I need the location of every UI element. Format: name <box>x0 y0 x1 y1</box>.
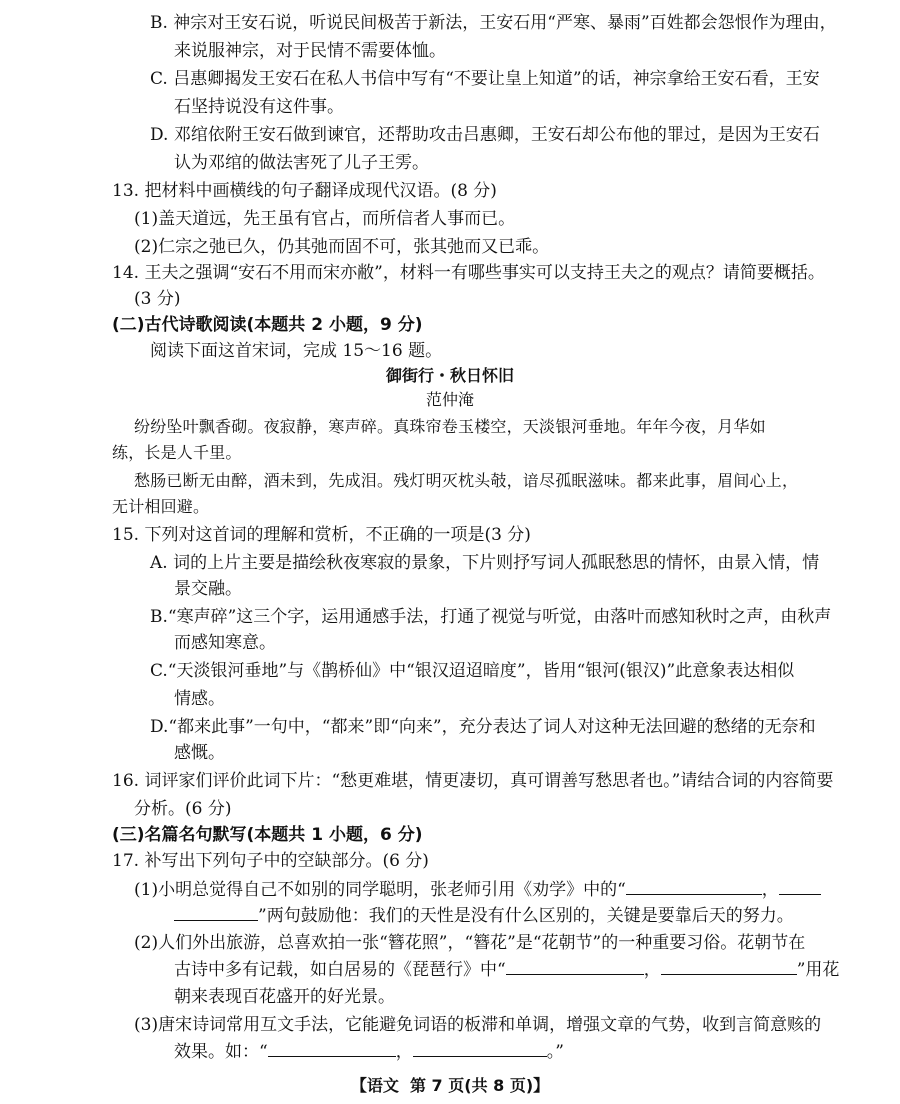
answer-blank[interactable] <box>174 904 258 921</box>
q17-item-3-text-b: 效果。如：“ <box>174 1042 268 1062</box>
footer-bracket-open: 【 <box>350 1076 367 1095</box>
poem-stanza2-line2: 无计相回避。 <box>112 497 210 516</box>
q17-item-2-text-c: ”用花 <box>796 960 840 980</box>
q15-stem: 15. 下列对这首词的理解和赏析，不正确的一项是(3 分) <box>112 525 531 545</box>
q17-item-3-line1: (3)唐宋诗词常用互文手法，它能避免词语的板滞和单调，增强文章的气势，收到言简意赅的 <box>134 1015 822 1035</box>
footer-subject: 语文 <box>366 1076 399 1095</box>
q17-item-2-line2 <box>174 958 839 982</box>
q17-item-3-text-c: 。” <box>546 1042 564 1062</box>
answer-blank[interactable] <box>779 878 821 895</box>
q16-line1: 16. 词评家们评价此词下片：“愁更难堪，情更凄切，真可谓善写愁思者也。”请结合词的内容简要 <box>112 771 834 791</box>
q15-option-c-line2: 情感。 <box>174 689 225 709</box>
q15-option-a-line1: A. 词的上片主要是描绘秋夜寒寂的景象，下片则抒写词人孤眠愁思的情怀，由景入情，情 <box>150 553 820 573</box>
q15-option-a-line2: 景交融。 <box>174 579 242 599</box>
q17-item-1-text-a: (1)小明总觉得自己不如别的同学聪明，张老师引用《劝学》中的“ <box>134 880 626 900</box>
q16-line2: 分析。(6 分) <box>134 799 232 819</box>
comma: ， <box>761 880 779 900</box>
q17-item-2-text-b: 古诗中多有记载，如白居易的《琵琶行》中“ <box>174 960 506 980</box>
q12-option-c-line2: 石坚持说没有这件事。 <box>174 97 344 117</box>
q14-line1: 14. 王夫之强调“安石不用而宋亦敝”，材料一有哪些事实可以支持王夫之的观点？请简要概括。 <box>112 263 825 283</box>
q13-sentence-2: (2)仁宗之弛已久，仍其弛而固不可，张其弛而又已乖。 <box>134 237 550 257</box>
answer-blank[interactable] <box>268 1040 396 1057</box>
section-3-heading: (三)名篇名句默写(本题共 1 小题，6 分) <box>112 825 423 845</box>
q15-option-c-line1: C.“天淡银河垂地”与《鹊桥仙》中“银汉迢迢暗度”，皆用“银河(银汉)”此意象表达相似 <box>150 661 795 681</box>
q12-option-b-line2: 来说服神宗，对于民情不需要体恤。 <box>174 41 446 61</box>
answer-blank[interactable] <box>626 878 762 895</box>
q12-option-d-line1: D. 邓绾依附王安石做到谏官，还帮助攻击吕惠卿，王安石却公布他的罪过，是因为王安石 <box>150 125 820 145</box>
q14-line2: (3 分) <box>134 289 181 309</box>
q17-item-3-line2 <box>174 1040 564 1064</box>
poem-stanza1-line1: 纷纷坠叶飘香砌。夜寂静，寒声碎。真珠帘卷玉楼空，天淡银河垂地。年年今夜，月华如 <box>134 417 766 436</box>
answer-blank[interactable] <box>661 958 797 975</box>
section-2-heading: (二)古代诗歌阅读(本题共 2 小题，9 分) <box>112 315 423 335</box>
q12-option-d-line2: 认为邓绾的做法害死了儿子王雱。 <box>174 153 429 173</box>
poem-author: 范仲淹 <box>425 390 474 409</box>
q17-item-2-line1: (2)人们外出旅游，总喜欢拍一张“簪花照”，“簪花”是“花朝节”的一种重要习俗。花朝节在 <box>134 933 806 953</box>
section-2-intro: 阅读下面这首宋词，完成 15～16 题。 <box>150 341 443 361</box>
poem-stanza2-line1: 愁肠已断无由醉，酒未到，先成泪。残灯明灭枕头攲，谙尽孤眠滋味。都来此事，眉间心上， <box>134 471 799 490</box>
q12-option-c-line1: C. 吕惠卿揭发王安石在私人书信中写有“不要让皇上知道”的话，神宗拿给王安石看，王安 <box>150 69 820 89</box>
q17-item-1-line1 <box>134 878 821 902</box>
footer-page-number: 第 7 页(共 8 页) <box>409 1076 534 1095</box>
answer-blank[interactable] <box>506 958 644 975</box>
comma: ， <box>643 960 661 980</box>
q15-option-b-line2: 而感知寒意。 <box>174 633 276 653</box>
q13-sentence-1: (1)盖天道远，先王虽有官占，而所信者人事而已。 <box>134 209 516 229</box>
page-footer <box>0 1073 900 1096</box>
q15-option-b-line1: B.“寒声碎”这三个字，运用通感手法，打通了视觉与听觉，由落叶而感知秋时之声，由秋声 <box>150 607 832 627</box>
q13-stem: 13. 把材料中画横线的句子翻译成现代汉语。(8 分) <box>112 181 497 201</box>
poem-stanza1-line2: 练，长是人千里。 <box>112 443 242 462</box>
q17-item-1-line2 <box>174 904 794 928</box>
q15-option-d-line2: 感慨。 <box>174 743 225 763</box>
q15-option-d-line1: D.“都来此事”一句中，“都来”即“向来”，充分表达了词人对这种无法回避的愁绪的无奈和 <box>150 717 816 737</box>
comma: ， <box>395 1042 413 1062</box>
q17-item-2-line3: 朝来表现百花盛开的好光景。 <box>174 987 395 1007</box>
q17-stem: 17. 补写出下列句子中的空缺部分。(6 分) <box>112 851 429 871</box>
q12-option-b-line1: B. 神宗对王安石说，听说民间极苦于新法，王安石用“严寒、暴雨”百姓都会怨恨作为理由， <box>150 13 837 33</box>
answer-blank[interactable] <box>413 1040 547 1057</box>
footer-bracket-close: 】 <box>533 1076 550 1095</box>
q17-item-1-text-b: ”两句鼓励他：我们的天性是没有什么区别的，关键是要靠后天的努力。 <box>258 906 794 926</box>
poem-title: 御街行・秋日怀旧 <box>385 366 514 385</box>
